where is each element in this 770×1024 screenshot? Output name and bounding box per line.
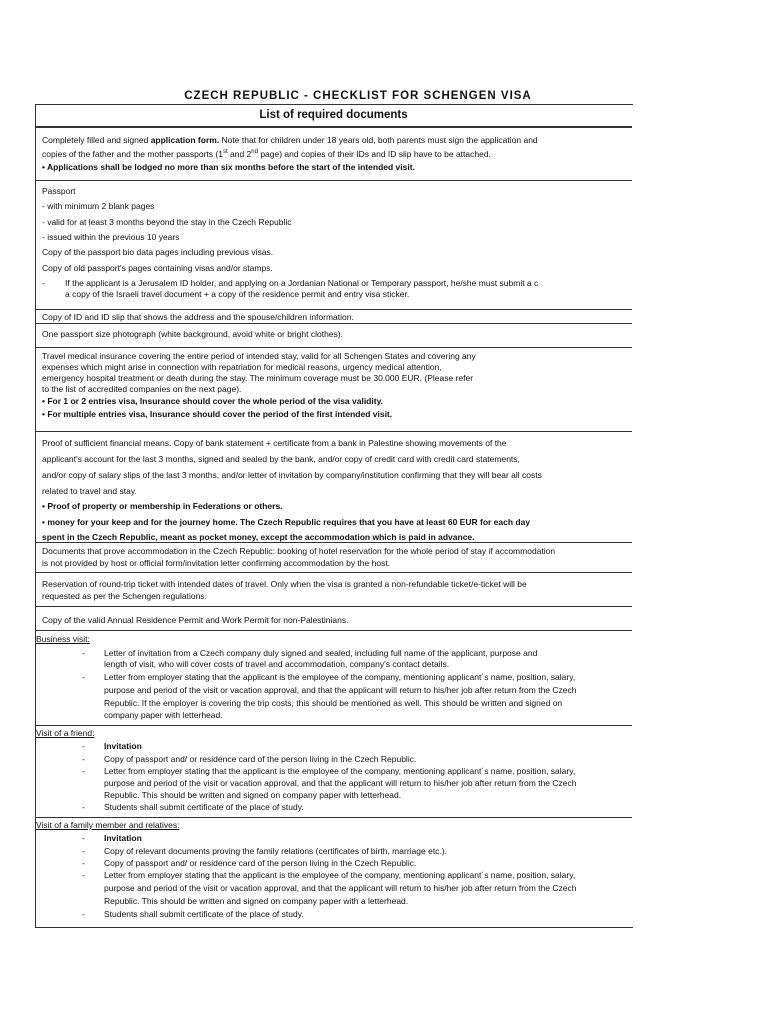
passport-item: Copy of the passport bio data pages including previous visas. [42, 247, 274, 257]
business-item-line: purpose and period of the visit or vacation approval, and that the applicant will return to his/her job after return from the Czech [104, 685, 577, 695]
section-application [35, 127, 632, 180]
insurance-line: Travel medical insurance covering the entire period of intended stay, valid for all Schengen States and covering any [42, 351, 476, 361]
family-item-line: Copy of passport and/ or residence card of the person living in the Czech Republic. [104, 858, 417, 868]
residence-text: Copy of the valid Annual Residence Permit and Work Permit for non-Palestinians. [42, 615, 349, 625]
family-item-line: purpose and period of the visit or vacation approval, and that the applicant will return to his/her job after return from the Czech [104, 883, 577, 893]
superscript: nd [251, 149, 258, 155]
business-item-line: Letter of invitation from a Czech company duly signed and sealed, including full name of the applicant, purpose and [104, 648, 538, 658]
family-item-line: Students shall submit certificate of the place of study. [104, 909, 304, 919]
insurance-single-entry-note: • For 1 or 2 entries visa, Insurance should cover the whole period of the visa validity. [42, 396, 384, 406]
insurance-line: emergency hospital treatment or death during the stay. The minimum coverage must be 30.000 EUR. (Please refer [42, 373, 474, 383]
financial-line: applicant's account for the last 3 months, signed and sealed by the bank, and/or copy of credit card with credit card statements, [42, 454, 520, 464]
financial-pocket-money-note: • money for your keep and for the journey home. The Czech Republic requires that you have at least 60 EUR for each day [42, 517, 531, 527]
passport-item: - valid for at least 3 months beyond the stay in the Czech Republic [42, 217, 292, 227]
insurance-line: expenses which might arise in connection with repatriation for medical reasons, urgency medical attention, [42, 362, 442, 372]
friend-item-line: Letter from employer stating that the applicant is the employee of the company, mentioning applicant´s name, position, salary, [104, 766, 576, 776]
financial-property-note: • Proof of property or membership in Federations or others. [42, 501, 283, 511]
section-passport [35, 180, 632, 310]
business-item-line: Letter from employer stating that the applicant is the employee of the company, mentioning applicant´s name, position, salary, [104, 672, 576, 682]
dash: - [82, 870, 85, 880]
id-slip-text: Copy of ID and ID slip that shows the address and the spouse/children information. [42, 312, 354, 322]
dash: - [82, 833, 85, 843]
text: page) and copies of their IDs and ID slip have to be attached. [257, 148, 491, 159]
text: copies of the father and the mother passports (1 [42, 148, 223, 159]
text: and 2 [227, 148, 252, 159]
financial-line: Proof of sufficient financial means. Copy of bank statement + certificate from a bank in Palestine showing movements of the [42, 438, 507, 448]
dash: - [82, 741, 85, 751]
financial-line: and/or copy of salary slips of the last 3 months, and/or letter of invitation by company/institution confirming that they will bear all costs [42, 470, 542, 480]
dash: - [82, 672, 85, 682]
application-line-2 [42, 147, 491, 159]
family-visit-heading: Visit of a family member and relatives: [36, 820, 180, 830]
text: Completely filled and signed [42, 135, 151, 145]
passport-item: - with minimum 2 blank pages [42, 201, 155, 211]
text: Note that for children under 18 years old, both parents must sign the application and [219, 135, 538, 145]
jerusalem-dash: - [42, 278, 45, 288]
friend-item-line: purpose and period of the visit or vacation approval, and that the applicant will return to his/her job after return from the Czech [104, 778, 577, 788]
section-photo [35, 323, 632, 348]
dash: - [82, 858, 85, 868]
dash: - [82, 766, 85, 776]
friend-item-line: Students shall submit certificate of the place of study. [104, 802, 304, 812]
friend-item-line: Copy of passport and/ or residence card of the person living in the Czech Republic. [104, 754, 417, 764]
photo-text: One passport size photograph (white background, avoid white or bright clothes). [42, 329, 343, 339]
table-subtitle: List of required documents [35, 104, 632, 127]
application-form-label: application form. [150, 135, 220, 145]
section-financial [35, 431, 632, 543]
friend-visit-heading: Visit of a friend: [36, 728, 95, 738]
ticket-line-2: requested as per the Schengen regulations. [42, 591, 207, 601]
section-id-slip [35, 309, 632, 324]
friend-invitation: Invitation [104, 741, 142, 751]
passport-heading: Passport [42, 186, 76, 196]
family-invitation: Invitation [104, 833, 142, 843]
financial-line: related to travel and stay. [42, 486, 137, 496]
jerusalem-note-line-2: a copy of the Israeli travel document + a copy of the residence permit and entry visa sticker. [65, 289, 410, 299]
friend-item-line: Republic. This should be written and signed on company paper with letterhead. [104, 790, 402, 800]
accommodation-line-1: Documents that prove accommodation in the Czech Republic: booking of hotel reservation for the whole period of stay if accommodation [42, 546, 556, 556]
section-residence [35, 606, 632, 631]
section-friend-visit [35, 725, 632, 818]
business-item-line: length of visit, who will cover costs of travel and accommodation, company's contact details. [104, 659, 450, 669]
section-insurance [35, 347, 632, 432]
application-deadline-note: • Applications shall be lodged no more than six months before the start of the intended visit. [42, 162, 415, 172]
application-line-1 [42, 135, 538, 145]
dash: - [82, 909, 85, 919]
dash: - [82, 754, 85, 764]
section-family-visit [35, 817, 632, 926]
page-title: CZECH REPUBLIC - CHECKLIST FOR SCHENGEN VISA [184, 90, 532, 102]
passport-item: Copy of old passport's pages containing visas and/or stamps. [42, 263, 273, 273]
financial-pocket-money-note-2: spent in the Czech Republic, meant as pocket money, except the accommodation which is paid in advance. [42, 532, 475, 542]
dash: - [82, 648, 85, 658]
accommodation-line-2: is not provided by host or official form/invitation letter confirming accommodation by the host. [42, 558, 391, 568]
family-item-line: Letter from employer stating that the applicant is the employee of the company, mentioning applicant´s name, position, salary, [104, 870, 576, 880]
section-business-visit [35, 630, 632, 726]
superscript: st [222, 149, 228, 155]
business-item-line: Republic. If the employer is covering the trip costs, this should be mentioned as well. This should be written and signed on [104, 698, 563, 708]
business-item-line: company paper with letterhead. [104, 710, 223, 720]
section-accommodation [35, 542, 632, 573]
insurance-line: to the list of accredited companies on the next page). [42, 384, 242, 394]
family-item-line: Republic. This should be written and signed on company paper with a letterhead. [104, 896, 409, 906]
ticket-line-1: Reservation of round-trip ticket with intended dates of travel. Only when the visa is granted a non-refundable ticket/e-ticket will be [42, 579, 527, 589]
jerusalem-note-line-1: If the applicant is a Jerusalem ID holder, and applying on a Jordanian National or Temporary passport, he/she must submit a c [65, 278, 539, 288]
family-item-line: Copy of relevant documents proving the family relations (certificates of birth, marriage etc.). [104, 846, 447, 856]
insurance-multiple-entry-note: • For multiple entries visa, Insurance should cover the period of the first intended visit. [42, 409, 393, 419]
section-ticket [35, 572, 632, 607]
passport-item: - issued within the previous 10 years [42, 232, 180, 242]
business-visit-heading: Business visit: [36, 634, 90, 644]
dash: - [82, 802, 85, 812]
dash: - [82, 846, 85, 856]
